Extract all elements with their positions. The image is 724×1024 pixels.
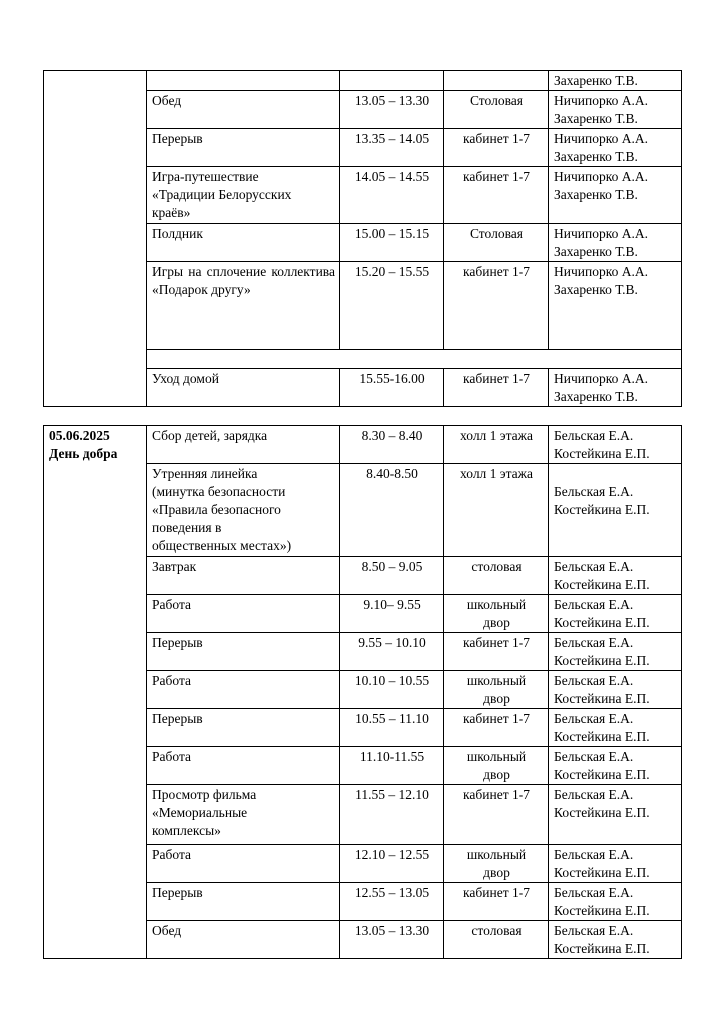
- activity-cell: [147, 224, 340, 262]
- activity-cell: [147, 595, 340, 633]
- responsible-cell: [549, 224, 682, 262]
- responsible-cell: [549, 262, 682, 350]
- activity-cell: [147, 921, 340, 959]
- place-text: двор: [483, 615, 510, 630]
- responsible-name: Бельская Е.А.: [554, 559, 634, 574]
- time-cell: 15.00 – 15.15: [340, 224, 444, 262]
- responsible-name: Ничипорко А.А.: [554, 264, 648, 279]
- responsible-name: Ничипорко А.А.: [554, 169, 648, 184]
- responsible-name: Захаренко Т.В.: [554, 149, 638, 164]
- place-cell: кабинет 1-7: [444, 262, 549, 350]
- activity-cell: [147, 71, 340, 91]
- place-text: столовая: [471, 559, 522, 574]
- activity-text: Просмотр фильма: [152, 787, 257, 802]
- activity-text: Перерыв: [152, 711, 203, 726]
- responsible-name: [554, 465, 677, 483]
- responsible-name: Костейкина Е.П.: [554, 903, 650, 918]
- responsible-cell: [549, 921, 682, 959]
- activity-text: Перерыв: [152, 885, 203, 900]
- schedule-table-2: [43, 425, 682, 959]
- responsible-cell: [549, 369, 682, 407]
- activity-text: Работа: [152, 597, 191, 612]
- place-text: двор: [483, 865, 510, 880]
- activity-text: Работа: [152, 847, 191, 862]
- place-cell: [444, 557, 549, 595]
- place-text: кабинет 1-7: [463, 635, 530, 650]
- responsible-cell: [549, 464, 682, 557]
- time-cell: [340, 71, 444, 91]
- responsible-name: Костейкина Е.П.: [554, 615, 650, 630]
- place-cell: кабинет 1-7: [444, 167, 549, 224]
- place-cell: [444, 464, 549, 557]
- activity-text: «Правила безопасного: [152, 502, 281, 517]
- activity-text: (минутка безопасности: [152, 484, 286, 499]
- place-text: двор: [483, 767, 510, 782]
- responsible-name: Бельская Е.А.: [554, 597, 634, 612]
- activity-cell: [147, 671, 340, 709]
- activity-text: Перерыв: [152, 131, 203, 146]
- place-cell: [444, 671, 549, 709]
- responsible-name: Бельская Е.А.: [554, 711, 634, 726]
- responsible-name: Бельская Е.А.: [554, 787, 634, 802]
- place-text: столовая: [471, 923, 522, 938]
- responsible-name: Костейкина Е.П.: [554, 653, 650, 668]
- activity-cell: [147, 747, 340, 785]
- responsible-cell: [549, 167, 682, 224]
- place-cell: Столовая: [444, 224, 549, 262]
- responsible-name: Костейкина Е.П.: [554, 941, 650, 956]
- time-cell: 13.05 – 13.30: [340, 91, 444, 129]
- responsible-name: Бельская Е.А.: [554, 923, 634, 938]
- activity-text: Уход домой: [152, 371, 219, 386]
- time-cell: 10.55 – 11.10: [340, 709, 444, 747]
- time-cell: 13.35 – 14.05: [340, 129, 444, 167]
- time-cell: 15.55-16.00: [340, 369, 444, 407]
- responsible-cell: [549, 129, 682, 167]
- activity-cell: Игры на сплочение коллектива «Подарок другу»: [147, 262, 340, 350]
- activity-text: общественных местах»): [152, 538, 292, 553]
- place-cell: [444, 426, 549, 464]
- activity-cell: [147, 557, 340, 595]
- place-cell: [444, 921, 549, 959]
- place-cell: [444, 785, 549, 845]
- responsible-name: Захаренко Т.В.: [554, 73, 638, 88]
- responsible-name: Бельская Е.А.: [554, 673, 634, 688]
- responsible-cell: [549, 785, 682, 845]
- activity-text: комплексы»: [152, 823, 221, 838]
- place-cell: [444, 845, 549, 883]
- responsible-name: Костейкина Е.П.: [554, 691, 650, 706]
- place-text: школьный: [466, 749, 527, 764]
- place-text: кабинет 1-7: [463, 711, 530, 726]
- responsible-name: Костейкина Е.П.: [554, 767, 650, 782]
- place-cell: [444, 595, 549, 633]
- time-cell: 14.05 – 14.55: [340, 167, 444, 224]
- responsible-name: Ничипорко А.А.: [554, 131, 648, 146]
- activity-text: «Мемориальные: [152, 805, 248, 820]
- time-cell: 8.40-8.50: [340, 464, 444, 557]
- place-cell: кабинет 1-7: [444, 369, 549, 407]
- activity-cell: [147, 785, 340, 845]
- activity-text: Работа: [152, 749, 191, 764]
- time-cell: 10.10 – 10.55: [340, 671, 444, 709]
- table-row: [44, 71, 682, 91]
- responsible-name: Бельская Е.А.: [554, 847, 634, 862]
- responsible-cell: [549, 709, 682, 747]
- time-cell: 11.10-11.55: [340, 747, 444, 785]
- responsible-name: Захаренко Т.В.: [554, 111, 638, 126]
- responsible-name: Костейкина Е.П.: [554, 805, 650, 820]
- responsible-cell: [549, 747, 682, 785]
- time-cell: 9.55 – 10.10: [340, 633, 444, 671]
- activity-cell: [147, 369, 340, 407]
- place-text: кабинет 1-7: [463, 787, 530, 802]
- place-text: школьный: [466, 597, 527, 612]
- activity-cell: [147, 167, 340, 224]
- responsible-cell: [549, 671, 682, 709]
- activity-text: Полдник: [152, 226, 203, 241]
- activity-cell: [147, 91, 340, 129]
- activity-cell: [147, 709, 340, 747]
- place-text: холл 1 этажа: [460, 428, 533, 443]
- time-cell: 11.55 – 12.10: [340, 785, 444, 845]
- empty-row-cell: [147, 350, 682, 369]
- responsible-name: Бельская Е.А.: [554, 428, 634, 443]
- time-cell: 8.50 – 9.05: [340, 557, 444, 595]
- time-cell: 15.20 – 15.55: [340, 262, 444, 350]
- place-cell: [444, 883, 549, 921]
- responsible-name: Ничипорко А.А.: [554, 371, 648, 386]
- place-cell: [444, 709, 549, 747]
- activity-text: Завтрак: [152, 559, 197, 574]
- time-cell: 12.55 – 13.05: [340, 883, 444, 921]
- responsible-name: Бельская Е.А.: [554, 484, 634, 499]
- date-cell: [44, 71, 147, 407]
- responsible-name: Бельская Е.А.: [554, 635, 634, 650]
- time-cell: 13.05 – 13.30: [340, 921, 444, 959]
- place-text: школьный: [466, 847, 527, 862]
- activity-text: краёв»: [152, 205, 191, 220]
- place-cell: [444, 71, 549, 91]
- date-cell: [44, 426, 147, 959]
- activity-text: Работа: [152, 673, 191, 688]
- responsible-name: Захаренко Т.В.: [554, 244, 638, 259]
- responsible-cell: [549, 426, 682, 464]
- responsible-cell: [549, 71, 682, 91]
- responsible-cell: [549, 91, 682, 129]
- responsible-name: Бельская Е.А.: [554, 749, 634, 764]
- responsible-cell: [549, 557, 682, 595]
- responsible-cell: [549, 845, 682, 883]
- responsible-name: Костейкина Е.П.: [554, 577, 650, 592]
- time-cell: 9.10– 9.55: [340, 595, 444, 633]
- responsible-name: Захаренко Т.В.: [554, 282, 638, 297]
- place-text: холл 1 этажа: [460, 466, 533, 481]
- activity-text: «Традиции Белорусских: [152, 187, 292, 202]
- responsible-name: Бельская Е.А.: [554, 885, 634, 900]
- day-date: 05.06.2025: [49, 428, 110, 443]
- place-text: школьный: [466, 673, 527, 688]
- table-row: [44, 426, 682, 464]
- responsible-name: Костейкина Е.П.: [554, 729, 650, 744]
- activity-cell: [147, 633, 340, 671]
- place-cell: [444, 633, 549, 671]
- responsible-name: Захаренко Т.В.: [554, 187, 638, 202]
- responsible-name: Костейкина Е.П.: [554, 865, 650, 880]
- day-title: День добра: [49, 446, 118, 461]
- responsible-name: Ничипорко А.А.: [554, 93, 648, 108]
- time-cell: 12.10 – 12.55: [340, 845, 444, 883]
- schedule-table-1: [43, 70, 682, 407]
- time-cell: 8.30 – 8.40: [340, 426, 444, 464]
- activity-text: Утренняя линейка: [152, 466, 258, 481]
- responsible-cell: [549, 883, 682, 921]
- responsible-cell: [549, 595, 682, 633]
- place-text: кабинет 1-7: [463, 885, 530, 900]
- responsible-name: Костейкина Е.П.: [554, 446, 650, 461]
- place-cell: кабинет 1-7: [444, 129, 549, 167]
- place-text: двор: [483, 691, 510, 706]
- place-cell: [444, 747, 549, 785]
- responsible-name: Захаренко Т.В.: [554, 389, 638, 404]
- activity-text: Сбор детей, зарядка: [152, 428, 268, 443]
- activity-cell: [147, 845, 340, 883]
- responsible-name: Костейкина Е.П.: [554, 502, 650, 517]
- activity-text: Игра-путешествие: [152, 169, 259, 184]
- place-cell: Столовая: [444, 91, 549, 129]
- activity-text: Обед: [152, 93, 182, 108]
- activity-cell: [147, 426, 340, 464]
- responsible-cell: [549, 633, 682, 671]
- activity-text: Перерыв: [152, 635, 203, 650]
- activity-text: поведения в: [152, 520, 222, 535]
- activity-cell: [147, 883, 340, 921]
- activity-cell: [147, 129, 340, 167]
- activity-cell: [147, 464, 340, 557]
- activity-text: Обед: [152, 923, 182, 938]
- responsible-name: Ничипорко А.А.: [554, 226, 648, 241]
